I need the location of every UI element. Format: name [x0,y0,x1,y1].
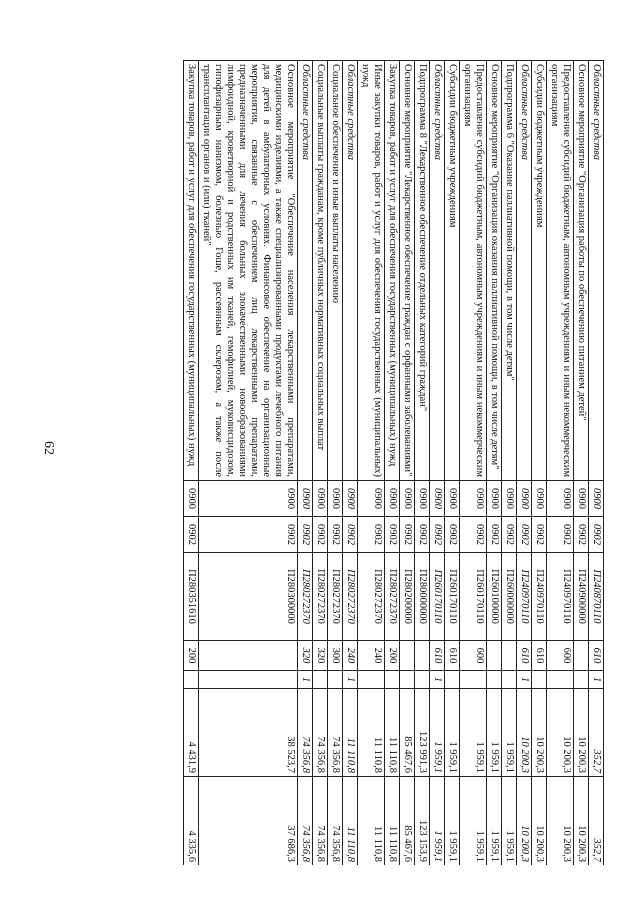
amount-executed-cell: 74 356,8 [298,777,313,866]
amount-planned-cell: 352,7 [589,689,604,777]
amount-executed-cell: 352,7 [589,777,604,866]
amount-planned-cell: 1 959,1 [460,689,487,777]
subsection-code-cell: 0902 [313,517,328,553]
amount-planned-cell: 1 959,1 [502,689,517,777]
source-code-cell: 1 [517,671,532,689]
amount-planned-cell: 11 110,8 [343,689,358,777]
table-row [430,61,445,866]
expense-type-cell: 320 [313,641,328,671]
expense-type-cell: 200 [385,641,400,671]
target-article-cell: П260170110 [460,553,487,641]
source-code-cell: 1 [589,671,604,689]
amount-planned-cell: 1 959,1 [430,689,445,777]
subsection-code-cell: 0902 [400,517,415,553]
target-article-cell: П280272370 [343,553,358,641]
expense-type-cell [400,641,415,671]
row-name-cell: Предоставление субсидий бюджетным, автономным учреждениям и иным некоммерческим организациям [547,61,574,481]
table-body [184,61,604,866]
amount-planned-cell: 123 991,3 [415,689,430,777]
section-code-cell: 0900 [589,481,604,517]
expense-type-cell: 600 [460,641,487,671]
section-code-cell: 0900 [358,481,385,517]
source-code-cell [547,671,574,689]
table-row [385,61,400,866]
target-article-cell: П260100000 [487,553,502,641]
table-row [313,61,328,866]
amount-planned-cell: 74 356,8 [328,689,343,777]
row-name-cell: Основное мероприятие "Обеспечение населения лекарственными препаратами, медицинскими изделиями, а также специализированными продуктами лечебного питания для детей в амбулаторных условиях. Финансовое обеспечение на организационные мероприятия, связанные с обеспечением лиц лекарственными препаратами, предназначенными для лечения больных злокачественными новообразованиями лимфоидной, кроветворной и родственных им тканей, гемофилией, муковисцидозом, гипофизарным нанизмом, болезнью Гоше, рассеянным склерозом, а также после трансплантации органов и (или) тканей" [199,61,298,481]
source-code-cell [313,671,328,689]
table-row [298,61,313,866]
subsection-code-cell: 0902 [385,517,400,553]
amount-executed-cell: 10 200,3 [547,777,574,866]
source-code-cell [415,671,430,689]
amount-planned-cell: 74 356,8 [298,689,313,777]
amount-executed-cell: 11 110,8 [358,777,385,866]
subsection-code-cell: 0902 [532,517,547,553]
page-number: 62 [41,441,56,455]
amount-executed-cell: 74 356,8 [328,777,343,866]
table-row [400,61,415,866]
source-code-cell [487,671,502,689]
subsection-code-cell: 0902 [460,517,487,553]
table-row [517,61,532,866]
amount-planned-cell: 1 959,1 [487,689,502,777]
section-code-cell: 0900 [532,481,547,517]
expense-type-cell: 610 [532,641,547,671]
expense-type-cell [199,641,298,671]
target-article-cell: П260170110 [445,553,460,641]
table-row [328,61,343,866]
amount-planned-cell: 74 356,8 [313,689,328,777]
amount-planned-cell: 11 110,8 [358,689,385,777]
row-name-cell: Областные средства [517,61,532,481]
row-name-cell: Подпрограмма 6 "Оказание паллиативной помощи, в том числе детям" [502,61,517,481]
row-name-cell: Основное мероприятие "Организация оказания паллиативной помощи, в том числе детям" [487,61,502,481]
section-code-cell: 0900 [430,481,445,517]
rotated-table-wrapper [84,60,604,865]
amount-planned-cell: 10 200,3 [517,689,532,777]
row-name-cell: Закупка товаров, работ и услуг для обеспечения государственных (муниципальных) нужд [184,61,199,481]
target-article-cell: П280200000 [400,553,415,641]
table-row [574,61,589,866]
table-row [415,61,430,866]
expense-type-cell: 600 [547,641,574,671]
subsection-code-cell: 0902 [502,517,517,553]
subsection-code-cell: 0902 [487,517,502,553]
row-name-cell: Закупка товаров, работ и услуг для обеспечения государственных (муниципальных) нужд [385,61,400,481]
section-code-cell: 0900 [517,481,532,517]
section-code-cell: 0900 [502,481,517,517]
amount-planned-cell: 4 431,9 [184,689,199,777]
expense-type-cell: 200 [184,641,199,671]
section-code-cell: 0900 [313,481,328,517]
amount-executed-cell: 10 200,3 [574,777,589,866]
source-code-cell [328,671,343,689]
section-code-cell: 0900 [547,481,574,517]
section-code-cell: 0900 [460,481,487,517]
row-name-cell: Областные средства [589,61,604,481]
expense-type-cell [574,641,589,671]
subsection-code-cell: 0902 [199,517,298,553]
amount-planned-cell: 1 959,1 [445,689,460,777]
amount-executed-cell: 10 200,3 [517,777,532,866]
target-article-cell: П240870110 [589,553,604,641]
subsection-code-cell: 0902 [547,517,574,553]
amount-planned-cell: 85 467,6 [400,689,415,777]
source-code-cell [385,671,400,689]
subsection-code-cell: 0902 [445,517,460,553]
subsection-code-cell: 0902 [343,517,358,553]
source-code-cell [358,671,385,689]
row-name-cell: Областные средства [430,61,445,481]
target-article-cell: П280351610 [184,553,199,641]
expense-type-cell [487,641,502,671]
amount-executed-cell: 4 335,6 [184,777,199,866]
amount-executed-cell: 74 356,8 [313,777,328,866]
amount-executed-cell: 1 959,1 [487,777,502,866]
target-article-cell: П240900000 [574,553,589,641]
subsection-code-cell: 0902 [184,517,199,553]
amount-executed-cell: 11 110,8 [385,777,400,866]
budget-table [183,60,604,865]
source-code-cell: 1 [298,671,313,689]
source-code-cell: 1 [430,671,445,689]
source-code-cell [199,671,298,689]
section-code-cell: 0900 [445,481,460,517]
amount-executed-cell: 11 110,8 [343,777,358,866]
amount-planned-cell: 10 200,3 [532,689,547,777]
target-article-cell: П280272370 [313,553,328,641]
row-name-cell: Предоставление субсидий бюджетным, автономным учреждениям и иным некоммерческим организациям [460,61,487,481]
table-row [343,61,358,866]
section-code-cell: 0900 [385,481,400,517]
source-code-cell [400,671,415,689]
table-row [445,61,460,866]
row-name-cell: Основное мероприятие "Организация работы по обеспечению питанием детей" [574,61,589,481]
row-name-cell: Социальное обеспечение и иные выплаты населению [328,61,343,481]
amount-executed-cell: 85 467,6 [400,777,415,866]
target-article-cell: П280300000 [199,553,298,641]
section-code-cell: 0900 [298,481,313,517]
table-row [502,61,517,866]
target-article-cell: П240970110 [532,553,547,641]
target-article-cell: П280272370 [385,553,400,641]
subsection-code-cell: 0902 [358,517,385,553]
subsection-code-cell: 0902 [589,517,604,553]
target-article-cell: П240970110 [547,553,574,641]
subsection-code-cell: 0902 [574,517,589,553]
expense-type-cell: 610 [589,641,604,671]
table-row [487,61,502,866]
subsection-code-cell: 0902 [430,517,445,553]
amount-executed-cell: 37 686,3 [199,777,298,866]
expense-type-cell: 610 [445,641,460,671]
section-code-cell: 0900 [415,481,430,517]
source-code-cell [184,671,199,689]
section-code-cell: 0900 [328,481,343,517]
table-frame [84,60,604,865]
subsection-code-cell: 0902 [415,517,430,553]
table-row [589,61,604,866]
row-name-cell: Субсидии бюджетным учреждениям [445,61,460,481]
amount-executed-cell: 1 959,1 [430,777,445,866]
source-code-cell [445,671,460,689]
source-code-cell [460,671,487,689]
table-row [184,61,199,866]
section-code-cell: 0900 [184,481,199,517]
expense-type-cell: 610 [430,641,445,671]
expense-type-cell: 320 [298,641,313,671]
target-article-cell: П260170110 [430,553,445,641]
target-article-cell: П280272370 [298,553,313,641]
amount-executed-cell: 123 153,9 [415,777,430,866]
table-row [358,61,385,866]
target-article-cell: П240970110 [517,553,532,641]
section-code-cell: 0900 [199,481,298,517]
table-row [460,61,487,866]
section-code-cell: 0900 [343,481,358,517]
amount-planned-cell: 10 200,3 [547,689,574,777]
source-code-cell [532,671,547,689]
section-code-cell: 0900 [400,481,415,517]
target-article-cell: П260000000 [502,553,517,641]
expense-type-cell: 240 [343,641,358,671]
table-row [547,61,574,866]
row-name-cell: Субсидии бюджетным учреждениям [532,61,547,481]
target-article-cell: П280272370 [358,553,385,641]
expense-type-cell [502,641,517,671]
amount-executed-cell: 1 959,1 [460,777,487,866]
table-row [199,61,298,866]
row-name-cell: Социальные выплаты гражданам, кроме публичных нормативных социальных выплат [313,61,328,481]
amount-planned-cell: 38 523,7 [199,689,298,777]
target-article-cell: П280000000 [415,553,430,641]
row-name-cell: Подпрограмма 8 "Лекарственное обеспечение отдельных категорий граждан" [415,61,430,481]
subsection-code-cell: 0902 [328,517,343,553]
amount-planned-cell: 10 200,3 [574,689,589,777]
amount-executed-cell: 1 959,1 [502,777,517,866]
subsection-code-cell: 0902 [298,517,313,553]
amount-executed-cell: 1 959,1 [445,777,460,866]
section-code-cell: 0900 [487,481,502,517]
section-code-cell: 0900 [574,481,589,517]
row-name-cell: Областные средства [343,61,358,481]
source-code-cell [574,671,589,689]
source-code-cell: 1 [343,671,358,689]
target-article-cell: П280272370 [328,553,343,641]
row-name-cell: Основное мероприятие "Лекарственное обеспечение граждан с орфанными заболеваниями" [400,61,415,481]
expense-type-cell: 300 [328,641,343,671]
amount-executed-cell: 10 200,3 [532,777,547,866]
expense-type-cell: 240 [358,641,385,671]
expense-type-cell [415,641,430,671]
expense-type-cell: 610 [517,641,532,671]
table-row [532,61,547,866]
source-code-cell [502,671,517,689]
row-name-cell: Иные закупки товаров, работ и услуг для обеспечения государственных (муниципальных) нужд [358,61,385,481]
row-name-cell: Областные средства [298,61,313,481]
subsection-code-cell: 0902 [517,517,532,553]
amount-planned-cell: 11 110,8 [385,689,400,777]
